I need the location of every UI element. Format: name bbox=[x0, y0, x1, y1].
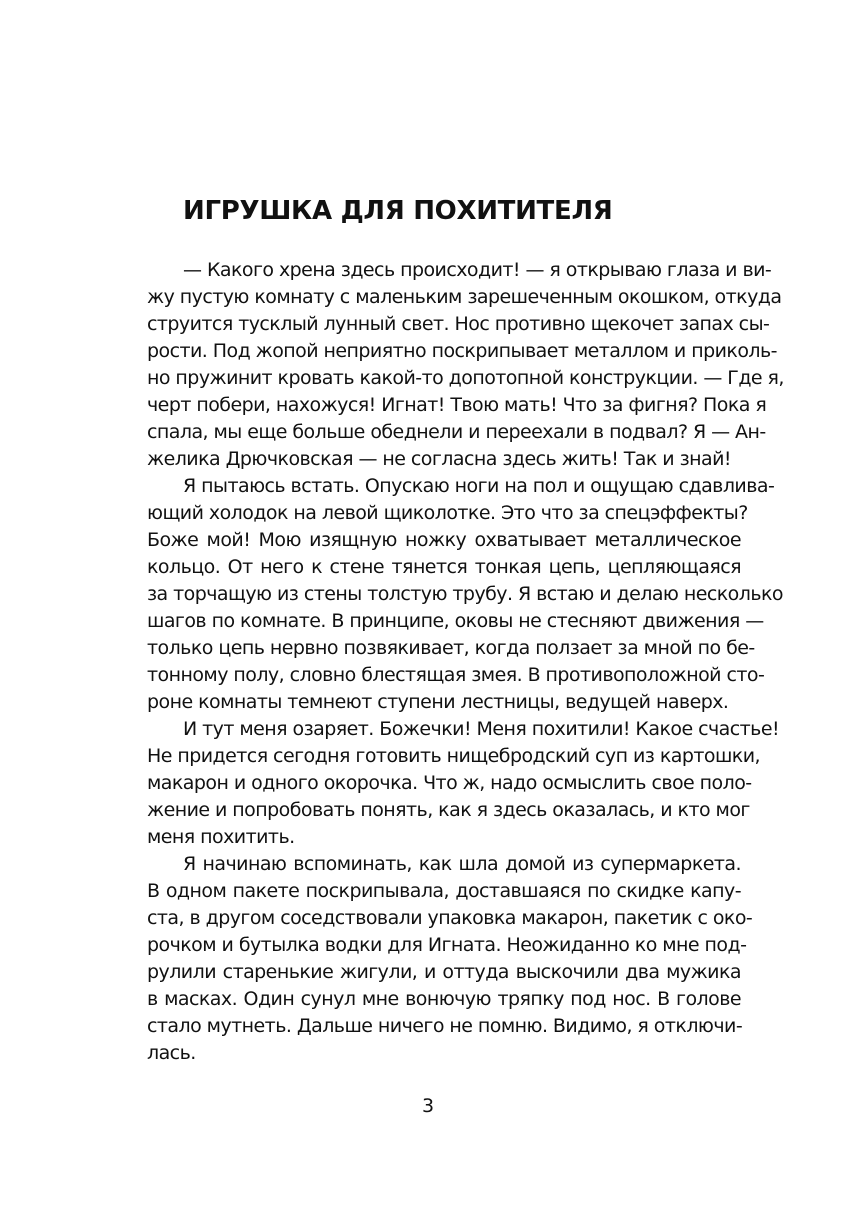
body-text bbox=[147, 257, 784, 1067]
text-line: Я начинаю вспоминать, как шла домой из супермаркета. bbox=[183, 853, 741, 875]
text-line: Не придется сегодня готовить нищебродский суп из картошки, bbox=[147, 745, 760, 767]
text-line: лась. bbox=[147, 1042, 196, 1064]
paragraph-4 bbox=[147, 851, 753, 1067]
text-line: жу пустую комнату с маленьким зарешеченным окошком, откуда bbox=[147, 286, 782, 308]
text-line: жение и попробовать понять, как я здесь оказалась, и кто мог bbox=[147, 799, 750, 821]
text-line: тонному полу, словно блестящая змея. В противоположной сто- bbox=[147, 664, 765, 686]
text-line: меня похитить. bbox=[147, 826, 295, 848]
text-line: но пружинит кровать какой-то допотопной конструкции. — Где я, bbox=[147, 367, 784, 389]
text-line: рулили старенькие жигули, и оттуда выскочили два мужика bbox=[147, 961, 741, 983]
text-line: за торчащую из стены толстую трубу. Я встаю и делаю несколько bbox=[147, 583, 783, 605]
text-line: черт побери, нахожуся! Игнат! Твою мать! Что за фигня? Пока я bbox=[147, 394, 767, 416]
page-number: 3 bbox=[421, 1095, 435, 1117]
text-line: рости. Под жопой неприятно поскрипывает металлом и приколь- bbox=[147, 340, 777, 362]
text-line: Боже мой! Мою изящную ножку охватывает металлическое bbox=[147, 529, 741, 551]
paragraph-1 bbox=[147, 257, 784, 473]
paragraph-3 bbox=[147, 716, 780, 851]
text-line: ста, в другом соседствовали упаковка макарон, пакетик с око- bbox=[147, 907, 753, 929]
text-line: Я пытаюсь встать. Опускаю ноги на пол и ощущаю сдавлива- bbox=[183, 475, 775, 497]
text-line: в масках. Один сунул мне вонючую тряпку под нос. В голове bbox=[147, 988, 741, 1010]
text-line: ющий холодок на левой щиколотке. Это что за спецэффекты? bbox=[147, 502, 748, 524]
text-line: струится тусклый лунный свет. Нос противно щекочет запах сы- bbox=[147, 313, 770, 335]
text-line: рочком и бутылка водки для Игната. Неожиданно ко мне под- bbox=[147, 934, 747, 956]
text-line: роне комнаты темнеют ступени лестницы, ведущей наверх. bbox=[147, 691, 729, 713]
text-line: спала, мы еще больше обеднели и переехали в подвал? Я — Ан- bbox=[147, 421, 766, 443]
text-line: макарон и одного окорочка. Что ж, надо осмыслить свое поло- bbox=[147, 772, 752, 794]
text-line: — Какого хрена здесь происходит! — я открываю глаза и ви- bbox=[183, 259, 772, 281]
text-line: стало мутнеть. Дальше ничего не помню. Видимо, я отключи- bbox=[147, 1015, 743, 1037]
text-line: только цепь нервно позвякивает, когда ползает за мной по бе- bbox=[147, 637, 755, 659]
text-line: И тут меня озаряет. Божечки! Меня похитили! Какое счастье! bbox=[183, 718, 780, 740]
text-line: шагов по комнате. В принципе, оковы не стесняют движения — bbox=[147, 610, 764, 632]
text-line: желика Дрючковская — не согласна здесь жить! Так и знай! bbox=[147, 448, 731, 470]
text-line: В одном пакете поскрипывала, доставшаяся по скидке капу- bbox=[147, 880, 741, 902]
chapter-title: ИГРУШКА ДЛЯ ПОХИТИТЕЛЯ bbox=[183, 196, 613, 226]
paragraph-2 bbox=[147, 473, 783, 716]
text-line: кольцо. От него к стене тянется тонкая цепь, цепляющаяся bbox=[147, 556, 741, 578]
